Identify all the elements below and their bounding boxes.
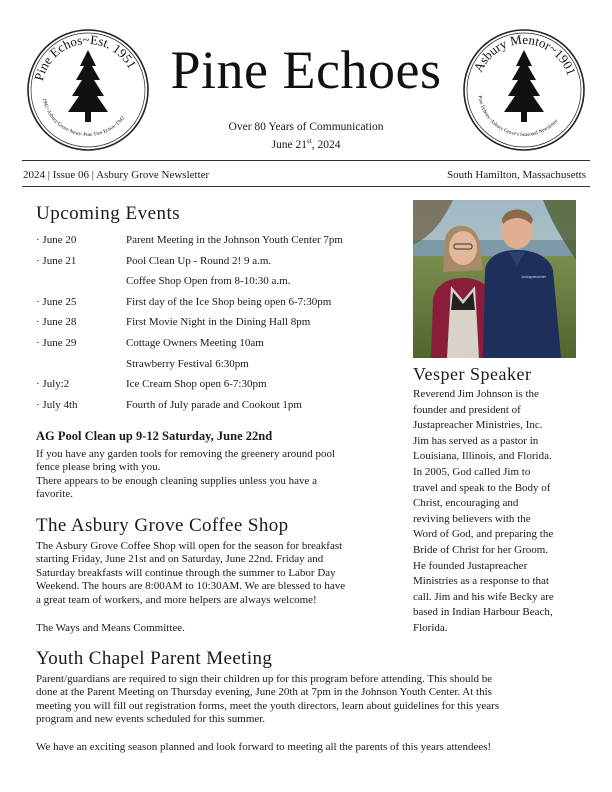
event-item <box>36 358 406 372</box>
issue-info: 2024 | Issue 06 | Asbury Grove Newsletter <box>23 169 210 181</box>
coffee-line: Saturday breakfasts will continue through the summer to Labor Day <box>36 566 336 579</box>
coffee-line: starting Friday, June 21st and on Saturday, June 22nd. Friday and <box>36 553 324 566</box>
pool-line: fence please bring with you. <box>36 461 161 474</box>
event-date: · June 25 <box>36 295 77 308</box>
asbury-mentor-seal-right <box>462 28 586 152</box>
pool-line: favorite. <box>36 488 73 501</box>
seal-left-outer-text: Pine Echos~Est. 1951 <box>31 31 140 83</box>
top-rule <box>22 160 590 161</box>
event-date: · June 21 <box>36 254 77 267</box>
event-text: Fourth of July parade and Cookout 1pm <box>126 398 302 411</box>
pine-tree-icon <box>68 50 108 122</box>
coffee-heading: The Asbury Grove Coffee Shop <box>36 515 289 536</box>
event-item <box>36 296 406 310</box>
vesper-bio-line: Ministries as a response to that <box>413 575 549 588</box>
vesper-bio-line: call. Jim and his wife Becky are <box>413 590 554 603</box>
seal-right-inner-text: Pine Echoes~Asbury Grove's Seasonal Newsletter <box>476 95 560 139</box>
youth-line: program and new events scheduled for this summer. <box>36 713 266 726</box>
coffee-signature: The Ways and Means Committee. <box>36 622 185 634</box>
event-item <box>36 399 406 413</box>
event-text: First Movie Night in the Dining Hall 8pm <box>126 316 311 329</box>
event-text: Ice Cream Shop open 6-7:30pm <box>126 378 267 391</box>
event-item <box>36 378 406 392</box>
vesper-bio-line: based in Indian Harbour Beach, <box>413 606 553 619</box>
coffee-line: a great team of workers, and more helpers are always welcome! <box>36 593 317 606</box>
vesper-bio <box>413 387 579 637</box>
event-text: Pool Clean Up - Round 2! 9 a.m. <box>126 254 272 267</box>
pool-line: If you have any garden tools for removing the greenery around pool <box>36 448 336 460</box>
youth-text <box>36 673 499 727</box>
event-item <box>36 316 406 330</box>
event-text: First day of the Ice Shop being open 6-7:30pm <box>126 295 332 308</box>
coffee-text <box>36 540 345 607</box>
vesper-bio-line: Jim has served as a pastor in <box>413 434 539 447</box>
newsletter-title: Pine Echoes <box>170 40 442 100</box>
shirt-logo-text: Justapreacher <box>521 274 547 279</box>
event-text: Parent Meeting in the Johnson Youth Center 7pm <box>126 234 343 246</box>
vesper-bio-line: Word of God, and preparing the <box>413 528 554 541</box>
vesper-bio-line: He founded Justapreacher <box>413 559 528 572</box>
vesper-speaker-photo <box>413 200 576 358</box>
youth-closing: We have an exciting season planned and look forward to meeting all the parents of this years attendees! <box>36 741 492 753</box>
vesper-bio-line: Bride of Christ for her Groom. <box>413 543 549 556</box>
vesper-bio-line: Louisiana, Illinois, and Florida. <box>413 450 552 463</box>
pine-echos-seal-left <box>26 28 150 152</box>
tagline <box>200 120 412 152</box>
bottom-rule <box>22 186 590 187</box>
vesper-bio-line: Reverend Jim Johnson is the <box>413 388 539 400</box>
vesper-bio-line: travel and speak to the Body of <box>413 481 551 494</box>
event-item <box>36 275 406 289</box>
pool-line: There appears to be enough cleaning supplies unless you have a <box>36 474 318 487</box>
issue-date: June 21st, 2024 <box>271 137 341 151</box>
event-date: · June 29 <box>36 337 77 349</box>
youth-heading: Youth Chapel Parent Meeting <box>36 648 273 669</box>
location: South Hamilton, Massachusetts <box>446 169 586 181</box>
pine-tree-icon <box>504 50 544 122</box>
seal-left-inner-text: 1941~Asbury Grove News~Pine Tree Echos~1942 <box>40 97 127 139</box>
event-item <box>36 255 406 269</box>
event-date: · July 4th <box>36 398 78 411</box>
vesper-bio-line: Justapreacher Ministries, Inc. <box>413 419 543 432</box>
event-date: · June 28 <box>36 316 77 329</box>
coffee-line: The Asbury Grove Coffee Shop will open for the season for breakfast <box>36 540 343 552</box>
youth-line: Parent/guardians are required to sign their children up for this program before attending. This should be <box>36 673 493 685</box>
youth-line: done at the Parent Meeting on Thursday evening, June 20th at 7pm in the Johnson Youth Center. At this <box>36 686 492 699</box>
event-text: Coffee Shop Open from 8-10:30 a.m. <box>126 275 291 288</box>
youth-line: meeting you will fill out registration forms, meet the youth directors, learn about guidelines for this years <box>36 699 500 712</box>
vesper-bio-line: Christ, encouraging and <box>413 497 519 510</box>
event-item <box>36 234 406 248</box>
pool-heading: AG Pool Clean up 9-12 Saturday, June 22nd <box>36 429 273 443</box>
event-text: Cottage Owners Meeting 10am <box>126 337 264 349</box>
vesper-bio-line: Florida. <box>413 621 448 634</box>
vesper-bio-line: founder and president of <box>413 403 521 416</box>
event-text: Strawberry Festival 6:30pm <box>126 357 249 370</box>
event-date: · July:2 <box>36 378 70 391</box>
vesper-bio-line: reviving believers with the <box>413 512 531 525</box>
coffee-line: Weekend. The hours are 8:00AM to 10:30AM. We are blessed to have <box>36 580 346 593</box>
event-item <box>36 337 406 351</box>
tagline-line: Over 80 Years of Communication <box>228 121 384 133</box>
seal-right-outer-text: Asbury Mentor~1901 <box>470 31 580 78</box>
vesper-bio-line: In 2005, God called Jim to <box>413 465 531 478</box>
pool-text <box>36 448 335 502</box>
events-heading: Upcoming Events <box>36 203 181 224</box>
vesper-heading: Vesper Speaker <box>413 364 532 384</box>
event-date: · June 20 <box>36 234 77 246</box>
